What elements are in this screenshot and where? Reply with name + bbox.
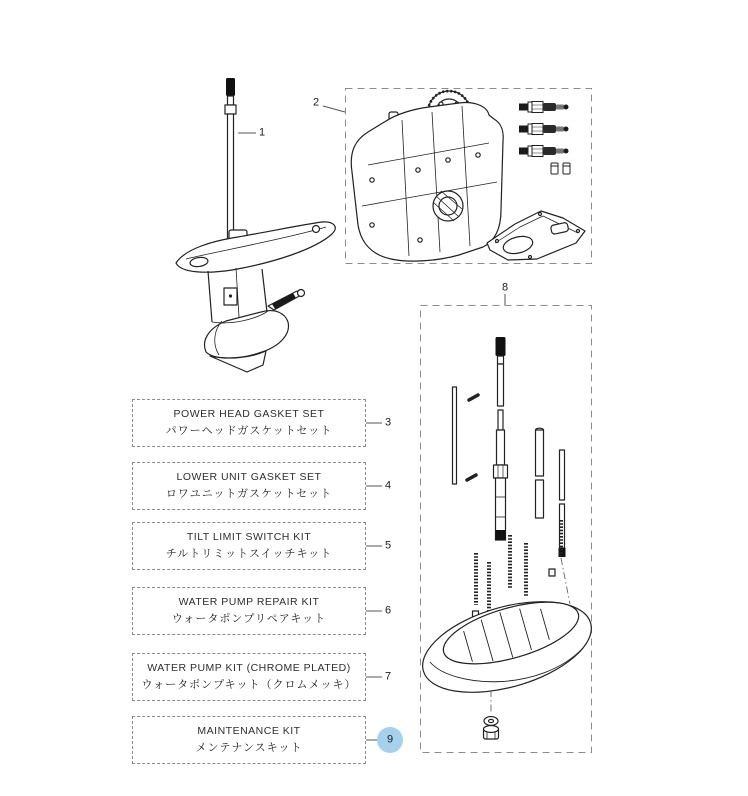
- gasket-plate-illustration: [487, 211, 585, 260]
- kit-name-jp: ウォータポンプキット（クロムメッキ）: [141, 679, 357, 691]
- kit-name-en: LOWER UNIT GASKET SET: [176, 471, 322, 483]
- kit-name-en: WATER PUMP REPAIR KIT: [178, 596, 320, 608]
- kit-name-en: TILT LIMIT SWITCH KIT: [186, 531, 312, 543]
- spark-plug-icon: [519, 124, 569, 135]
- woodruff-key: [469, 395, 478, 400]
- mounting-studs: [476, 520, 561, 615]
- anode-pair: [551, 163, 570, 174]
- driveshaft-illustration: [225, 78, 236, 244]
- shift-rod: [453, 387, 457, 484]
- kit-box-tilt-limit-switch-kit[interactable]: [132, 522, 366, 570]
- kit-box-maintenance-kit[interactable]: [132, 716, 366, 764]
- kit-box-water-pump-repair-kit[interactable]: [132, 587, 366, 635]
- tube: [536, 430, 544, 476]
- nut-icon: [484, 726, 499, 740]
- kit-name-en: MAINTENANCE KIT: [197, 725, 301, 737]
- callout-5-kit[interactable]: 5: [384, 539, 392, 552]
- spark-plug-icon: [519, 102, 569, 113]
- spark-plug-icon: [519, 146, 569, 157]
- kit-box-water-pump-kit-chrome[interactable]: [132, 653, 366, 701]
- kit-name-jp: パワーヘッドガスケットセット: [165, 425, 333, 437]
- power-head-illustration: [351, 91, 503, 261]
- extension-housing: [412, 585, 601, 710]
- spark-plugs: [519, 102, 569, 157]
- callout-8-driveshaft-assembly[interactable]: 8: [501, 281, 509, 294]
- callout-1-driveshaft[interactable]: 1: [258, 126, 266, 139]
- callout-3-kit[interactable]: 3: [384, 416, 392, 429]
- kit-box-power-head-gasket-set[interactable]: [132, 399, 366, 447]
- kit-name-en: WATER PUMP KIT (CHROME PLATED): [147, 662, 351, 674]
- kit-name-jp: ロワユニットガスケットセット: [165, 488, 333, 500]
- callout-9-kit-highlighted[interactable]: 9: [386, 733, 394, 746]
- callout-7-kit[interactable]: 7: [384, 670, 392, 683]
- callout-6-kit[interactable]: 6: [384, 604, 392, 617]
- callout-2-power-head[interactable]: 2: [312, 96, 320, 109]
- kit-name-jp: ウォータポンプリペアキット: [171, 613, 327, 625]
- kit-name-jp: チルトリミットスイッチキット: [165, 548, 333, 560]
- driveshaft-spline: [226, 78, 235, 96]
- kit-box-lower-unit-gasket-set[interactable]: [132, 462, 366, 510]
- woodruff-key: [467, 475, 476, 480]
- lower-unit-illustration: [176, 222, 335, 372]
- kit-name-en: POWER HEAD GASKET SET: [173, 408, 325, 420]
- callout-4-kit[interactable]: 4: [384, 479, 392, 492]
- exploded-driveshaft-illustration: [412, 337, 601, 739]
- kit-name-jp: メンテナンスキット: [195, 742, 303, 754]
